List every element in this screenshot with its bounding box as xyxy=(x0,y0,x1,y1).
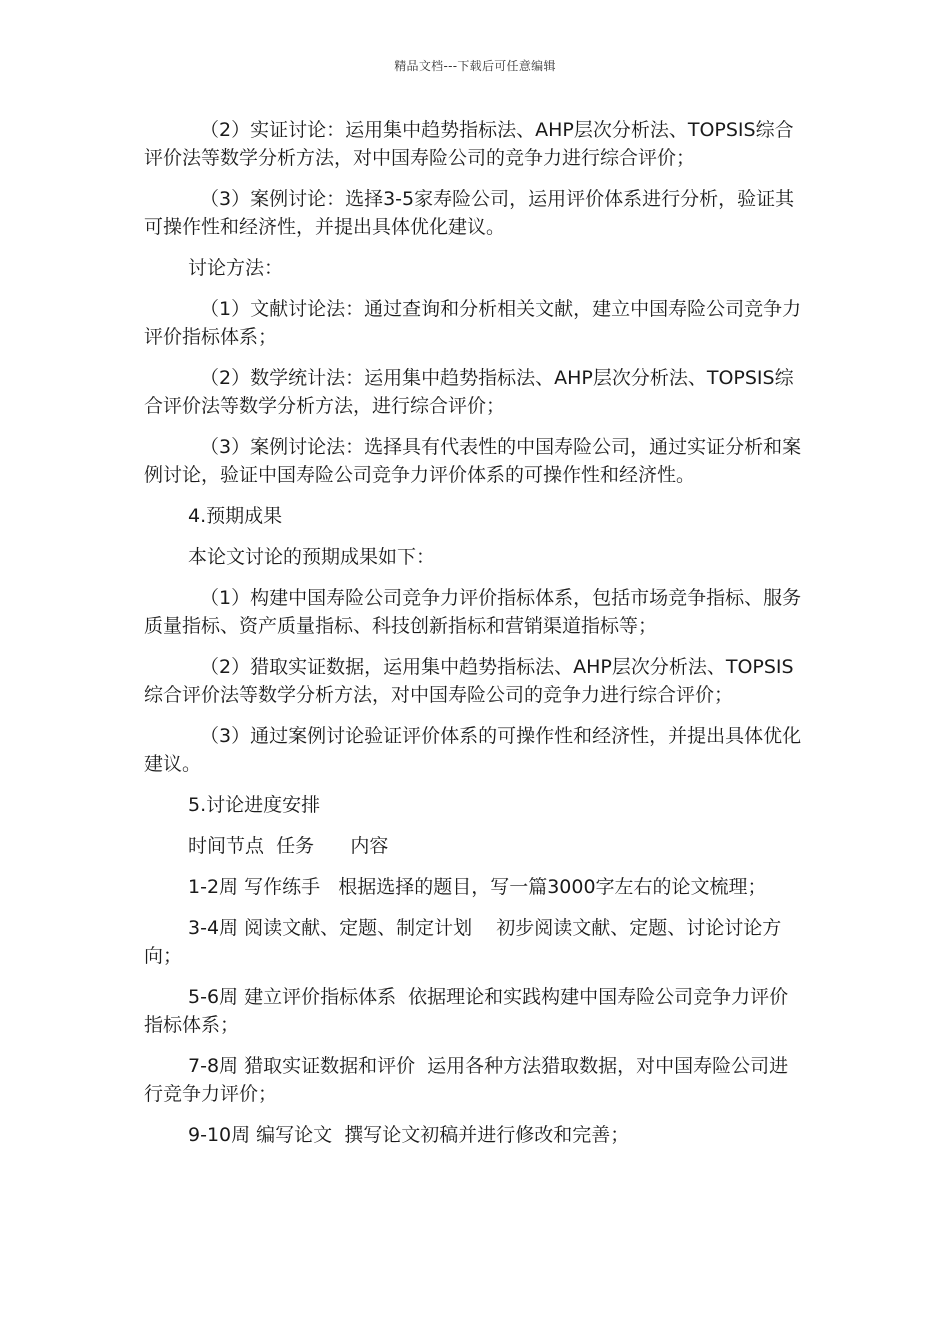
schedule-row-weeks-1-2: 1-2周 写作练手 根据选择的题目，写一篇3000字左右的论文梳理； xyxy=(188,876,767,898)
paragraph-method-literature: （1）文献讨论法：通过查询和分析相关文献，建立中国寿险公司竞争力评价指标体系； xyxy=(144,298,802,348)
page-header-watermark: 精品文档---下载后可任意编辑 xyxy=(394,59,556,73)
paragraph-case-discussion: （3）案例讨论：选择3-5家寿险公司，运用评价体系进行分析，验证其可操作性和经济性，并提出具体优化建议。 xyxy=(144,188,795,238)
paragraph-expected-2: （2）猎取实证数据，运用集中趋势指标法、AHP层次分析法、TOPSIS综合评价法等数学分析方法，对中国寿险公司的竞争力进行综合评价； xyxy=(144,656,794,706)
paragraph-expected-1: （1）构建中国寿险公司竞争力评价指标体系，包括市场竞争指标、服务质量指标、资产质量指标、科技创新指标和营销渠道指标等； xyxy=(144,587,802,637)
section-heading-expected-results: 4.预期成果 xyxy=(188,505,283,527)
schedule-row-weeks-3-4: 3-4周 阅读文献、定题、制定计划 初步阅读文献、定题、讨论讨论方向； xyxy=(144,917,782,967)
paragraph-expected-3: （3）通过案例讨论验证评价体系的可操作性和经济性，并提出具体优化建议。 xyxy=(144,725,802,775)
paragraph-method-statistics: （2）数学统计法：运用集中趋势指标法、AHP层次分析法、TOPSIS综合评价法等数学分析方法，进行综合评价； xyxy=(144,367,794,417)
schedule-row-weeks-9-10: 9-10周 编写论文 撰写论文初稿并进行修改和完善； xyxy=(188,1124,630,1146)
paragraph-methods-heading: 讨论方法： xyxy=(188,257,284,279)
paragraph-method-case: （3）案例讨论法：选择具有代表性的中国寿险公司，通过实证分析和案例讨论，验证中国寿险公司竞争力评价体系的可操作性和经济性。 xyxy=(144,436,802,486)
paragraph-empirical-discussion: （2）实证讨论：运用集中趋势指标法、AHP层次分析法、TOPSIS综合评价法等数学分析方法，对中国寿险公司的竞争力进行综合评价； xyxy=(144,119,794,169)
schedule-header-row: 时间节点 任务 内容 xyxy=(188,835,389,857)
schedule-row-weeks-7-8: 7-8周 猎取实证数据和评价 运用各种方法猎取数据，对中国寿险公司进行竞争力评价； xyxy=(144,1055,789,1105)
paragraph-expected-intro: 本论文讨论的预期成果如下： xyxy=(188,546,436,568)
section-heading-schedule: 5.讨论进度安排 xyxy=(188,794,321,816)
document-body xyxy=(144,116,806,1162)
schedule-row-weeks-5-6: 5-6周 建立评价指标体系 依据理论和实践构建中国寿险公司竞争力评价指标体系； xyxy=(144,986,789,1036)
